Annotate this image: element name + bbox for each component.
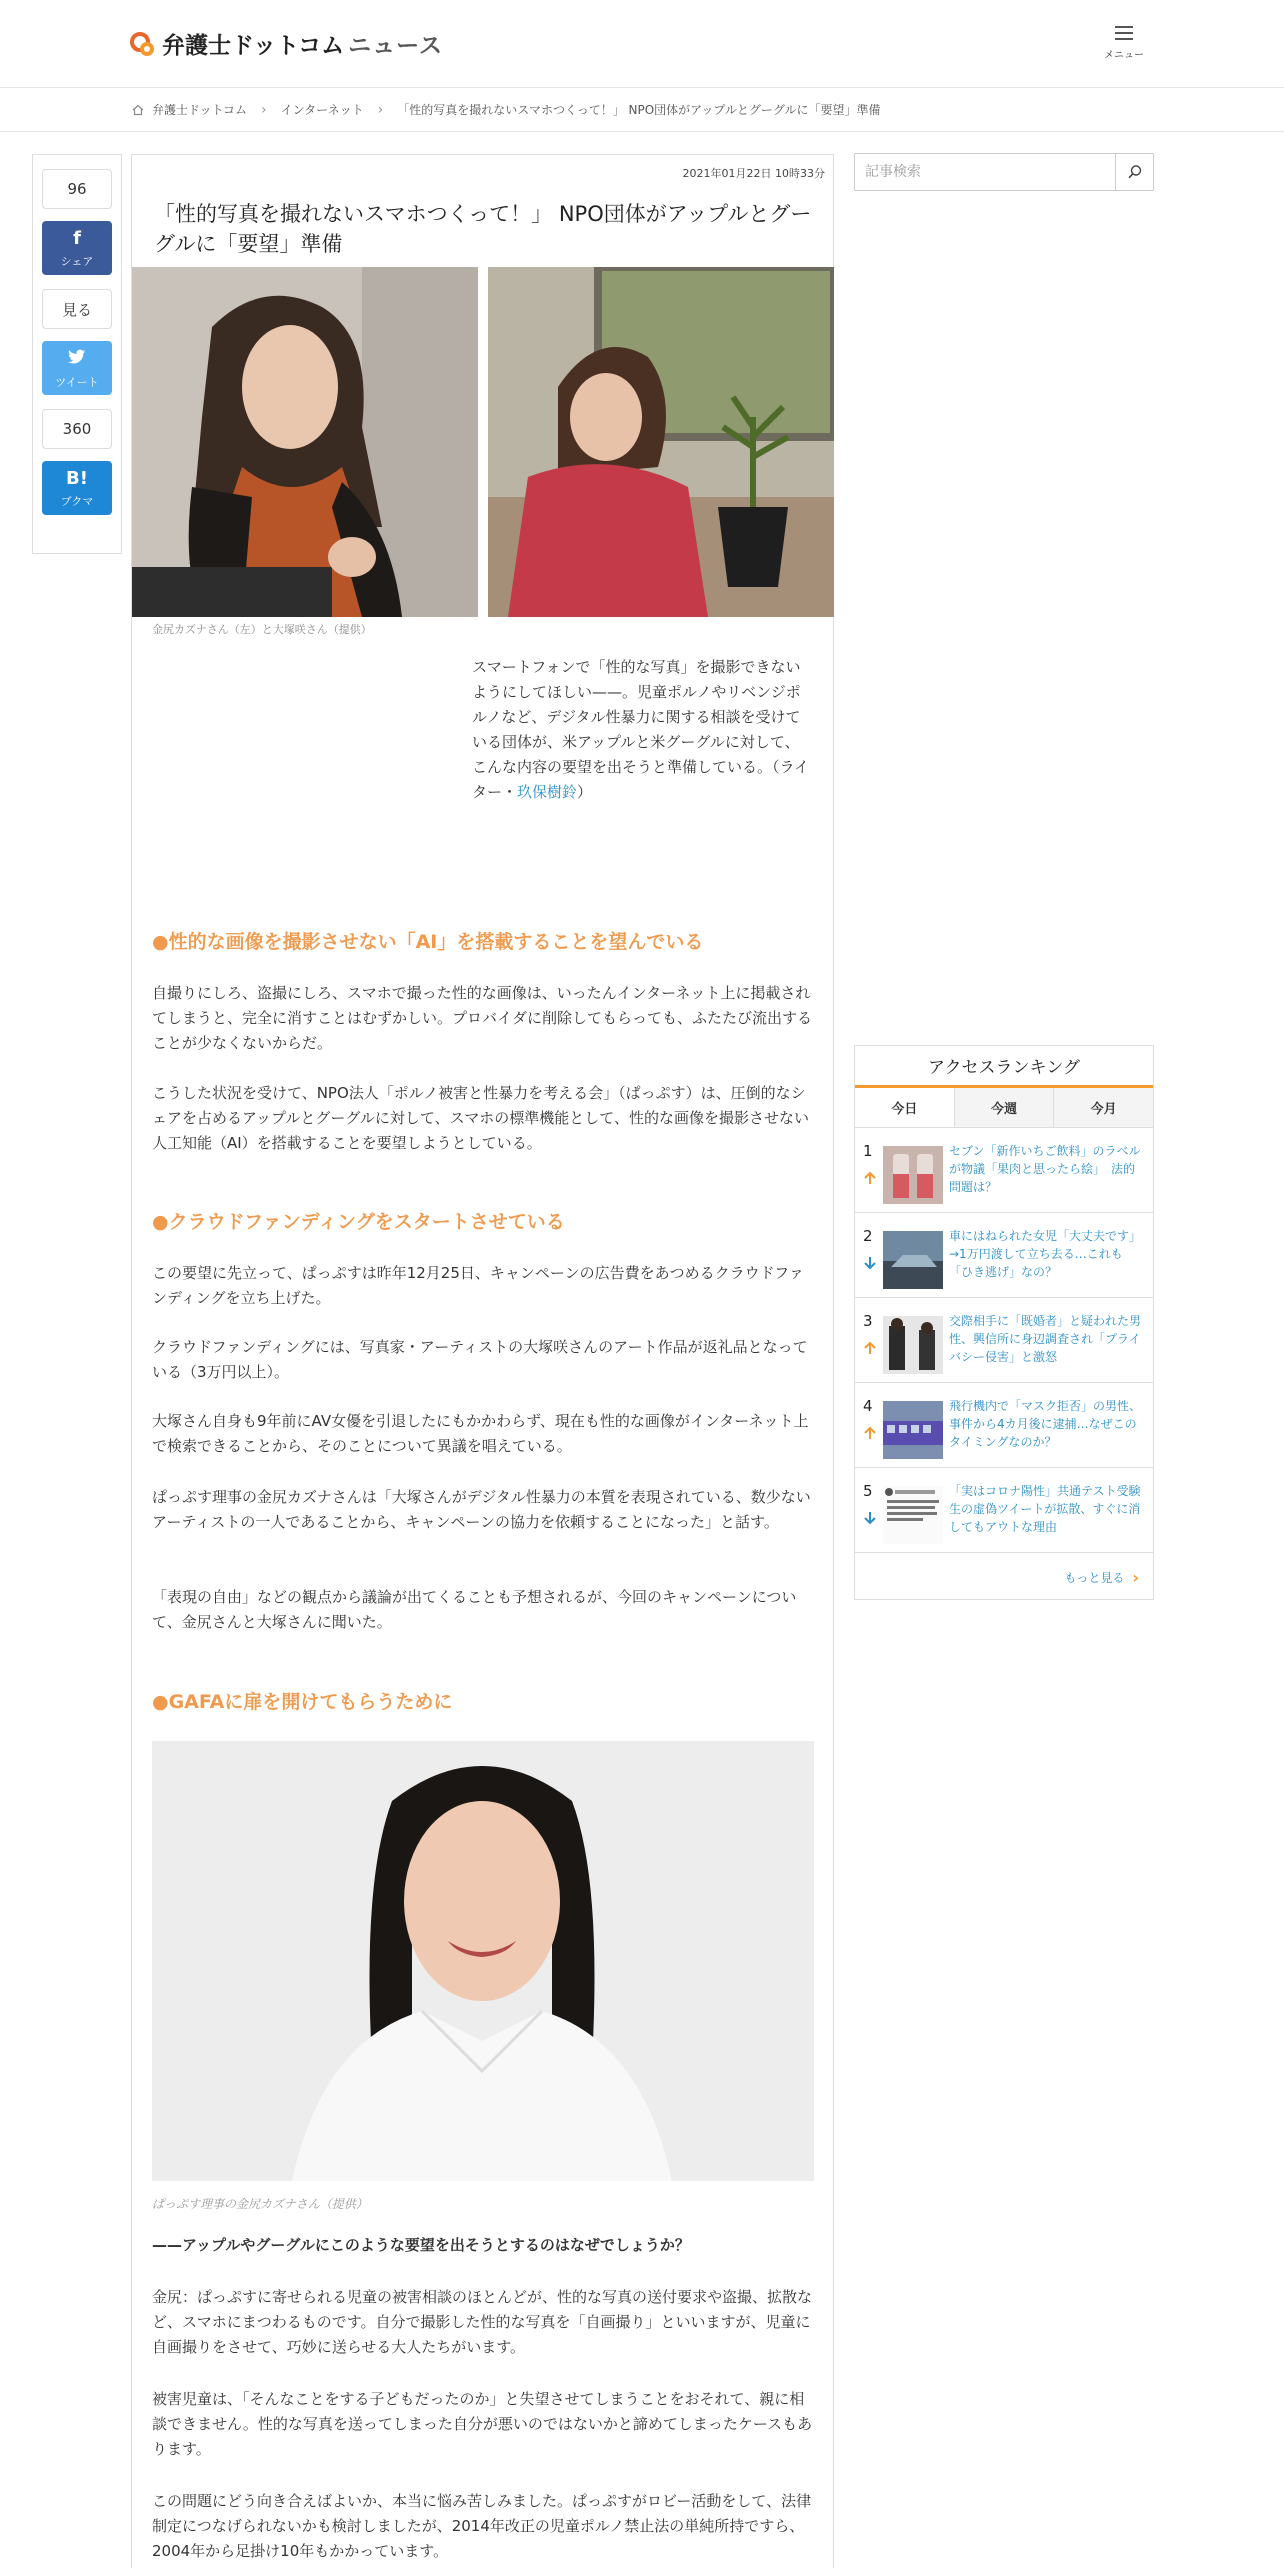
- hatena-bookmark-button[interactable]: [42, 461, 112, 515]
- paragraph: ぱっぷす理事の金尻カズナさんは「大塚さんがデジタル性暴力の本質を表現されている、数少ないアーティストの一人であることから、キャンペーンの協力を依頼することになった」と話す。: [152, 1488, 811, 1531]
- ranking-thumbnail: [883, 1486, 943, 1544]
- article-lead: [472, 655, 814, 805]
- article-date: 2021年01月22日 10時33分: [682, 167, 825, 180]
- section-heading-2: ●クラウドファンディングをスタートさせている: [152, 1211, 565, 1233]
- breadcrumb-current: 「性的写真を撮れないスマホつくって！」 NPO団体がアップルとグーグルに「要望」準備: [397, 103, 881, 117]
- author-link[interactable]: 玖保樹鈴: [517, 783, 578, 801]
- ranking-item[interactable]: [855, 1383, 1153, 1468]
- article-title: 「性的写真を撮れないスマホつくって！」 NPO団体がアップルとグーグルに「要望」準備: [154, 202, 812, 256]
- logo-text: 弁護士ドットコム: [162, 32, 345, 59]
- ranking-headline[interactable]: 車にはねられた女児「大丈夫です」→1万円渡して立ち去る…これも「ひき逃げ」なの？: [949, 1229, 1142, 1279]
- tab-month[interactable]: 今月: [1053, 1088, 1153, 1127]
- share-sidebar: [32, 154, 122, 554]
- hamburger-icon: [1115, 26, 1133, 40]
- ranking-headline[interactable]: 「実はコロナ陽性」共通テスト受験生の虚偽ツイートが拡散、すぐに消してもアウトな理由: [949, 1484, 1141, 1534]
- ranking-tabs: [855, 1088, 1153, 1128]
- logo-icon: [130, 30, 156, 56]
- ranking-more-link[interactable]: [1064, 1568, 1139, 1587]
- chevron-right-icon: ›: [377, 101, 384, 118]
- more-label: もっと見る: [1064, 1571, 1125, 1585]
- menu-label: メニュー: [1104, 50, 1144, 61]
- portrait-caption: ぱっぷす理事の金尻カズナさん（提供）: [152, 2197, 368, 2211]
- tweet-button[interactable]: [42, 341, 112, 395]
- paragraph: 金尻：ぱっぷすに寄せられる児童の被害相談のほとんどが、性的な写真の送付要求や盗撮、拡散など、スマホにまつわるものです。自分で撮影した性的な写真を「自画撮り」といいますが、児童に自画撮りをさせて、巧妙に送らせる大人たちがいます。: [152, 2288, 813, 2356]
- trend-up-icon: [862, 1340, 878, 1356]
- breadcrumb-category[interactable]: インターネット: [280, 103, 364, 117]
- chevron-right-icon: ›: [1132, 1568, 1139, 1587]
- paragraph: この問題にどう向き合えばよいか、本当に悩み苦しみました。ぱっぷすがロビー活動をして、法律制定につなげられないかも検討しましたが、2014年改正の児童ポルノ禁止法の単純所持ですら、2004年から足掛け10年もかかっています。: [152, 2492, 812, 2560]
- hero-image: [132, 267, 834, 617]
- tab-today[interactable]: 今日: [855, 1088, 954, 1127]
- breadcrumb-home[interactable]: 弁護士ドットコム: [152, 103, 248, 117]
- search-icon: [1127, 164, 1143, 180]
- article: [131, 154, 834, 2568]
- ranking-item[interactable]: [855, 1468, 1153, 1553]
- search-input[interactable]: [855, 154, 1117, 190]
- ranking-thumbnail: [883, 1316, 943, 1374]
- rank-number: 4: [863, 1397, 873, 1415]
- ranking-thumbnail: [883, 1231, 943, 1289]
- ranking-thumbnail: [883, 1146, 943, 1204]
- interview-question: ——アップルやグーグルにこのような要望を出そうとするのはなぜでしょうか？: [152, 2236, 690, 2254]
- rank-number: 3: [863, 1312, 873, 1330]
- logo-suffix: ニュース: [348, 32, 444, 59]
- section-heading-3: ●GAFAに扉を開けてもらうために: [152, 1691, 453, 1713]
- ranking-title: アクセスランキング: [855, 1046, 1153, 1088]
- paragraph: こうした状況を受けて、NPO法人「ポルノ被害と性暴力を考える会」（ぱっぷす）は、圧倒的なシェアを占めるアップルとグーグルに対して、スマホの標準機能として、性的な画像を撮影させない人工知能（AI）を搭載することを要望しようとしている。: [152, 1084, 810, 1152]
- paragraph: 自撮りにしろ、盗撮にしろ、スマホで撮った性的な画像は、いったんインターネット上に掲載されてしまうと、完全に消すことはむずかしい。プロバイダに削除してもらっても、ふたたび流出することが少なくないからだ。: [152, 984, 813, 1052]
- trend-up-icon: [862, 1425, 878, 1441]
- hatena-label: ブクマ: [60, 495, 94, 508]
- tweet-label: ツイート: [55, 376, 99, 389]
- hatena-count: 360: [42, 409, 112, 449]
- trend-up-icon: [862, 1170, 878, 1186]
- hero-photo-left: [132, 267, 478, 617]
- ranking-headline[interactable]: 交際相手に「既婚者」と疑われた男性、興信所に身辺調査され「プライバシー侵害」と激怒: [949, 1314, 1142, 1364]
- hero-photo-right: [488, 267, 834, 617]
- ranking-item[interactable]: [855, 1213, 1153, 1298]
- rank-number: 5: [863, 1482, 873, 1500]
- facebook-share-label: シェア: [60, 255, 94, 268]
- facebook-count: 96: [42, 169, 112, 209]
- paragraph: クラウドファンディングには、写真家・アーティストの大塚咲さんのアート作品が返礼品となっている（3万円以上）。: [152, 1338, 808, 1381]
- hero-caption: 金尻カズナさん（左）と大塚咲さん（提供）: [152, 623, 372, 636]
- ranking-item[interactable]: [855, 1298, 1153, 1383]
- twitter-count: 見る: [42, 289, 112, 329]
- breadcrumb: [0, 88, 1284, 132]
- ranking-item[interactable]: [855, 1128, 1153, 1213]
- rank-number: 2: [863, 1227, 873, 1245]
- site-logo[interactable]: [130, 26, 443, 60]
- ranking-headline[interactable]: セブン「新作いちご飲料」のラベルが物議「果肉と思ったら絵」 法的問題は？: [949, 1144, 1141, 1194]
- ranking-thumbnail: [883, 1401, 943, 1459]
- chevron-right-icon: ›: [261, 101, 267, 118]
- home-icon: [132, 104, 144, 116]
- tab-week[interactable]: 今週: [954, 1088, 1054, 1127]
- rank-number: 1: [863, 1142, 873, 1160]
- lead-end: ）: [577, 783, 593, 801]
- paragraph: この要望に先立って、ぱっぷすは昨年12月25日、キャンペーンの広告費をあつめるクラウドファンディングを立ち上げた。: [152, 1264, 804, 1307]
- facebook-icon: f: [73, 228, 81, 249]
- facebook-share-button[interactable]: [42, 221, 112, 275]
- hatena-icon: B!: [66, 468, 88, 489]
- paragraph: 被害児童は、「そんなことをする子どもだったのか」と失望させてしまうことをおそれて、親に相談できません。性的な写真を送ってしまった自分が悪いのではないかと諦めてしまったケースもあります。: [152, 2390, 813, 2458]
- trend-down-icon: [862, 1255, 878, 1271]
- trend-down-icon: [862, 1510, 878, 1526]
- access-ranking: [854, 1045, 1154, 1600]
- twitter-bird-icon: [42, 349, 112, 370]
- portrait-image: [152, 1741, 814, 2181]
- menu-button[interactable]: [1100, 22, 1148, 61]
- article-search: [854, 153, 1154, 191]
- site-header: [0, 0, 1284, 88]
- paragraph: 「表現の自由」などの観点から議論が出てくることも予想されるが、今回のキャンペーンについて、金尻さんと大塚さんに聞いた。: [152, 1588, 797, 1631]
- section-heading-1: ●性的な画像を撮影させない「AI」を搭載することを望んでいる: [152, 931, 704, 953]
- paragraph: 大塚さん自身も9年前にAV女優を引退したにもかかわらず、現在も性的な画像がインターネット上で検索できることから、そのことについて異議を唱えている。: [152, 1412, 809, 1455]
- ranking-headline[interactable]: 飛行機内で「マスク拒否」の男性、事件から4カ月後に逮捕…なぜこのタイミングなのか？: [949, 1399, 1142, 1449]
- lead-text: スマートフォンで「性的な写真」を撮影できないようにしてほしい——。児童ポルノやリベンジポルノなど、デジタル性暴力に関する相談を受けている団体が、米アップルと米グーグルに対して、こんな内容の要望を出そうと準備している。（ライター・: [472, 658, 810, 801]
- search-button[interactable]: [1115, 154, 1153, 190]
